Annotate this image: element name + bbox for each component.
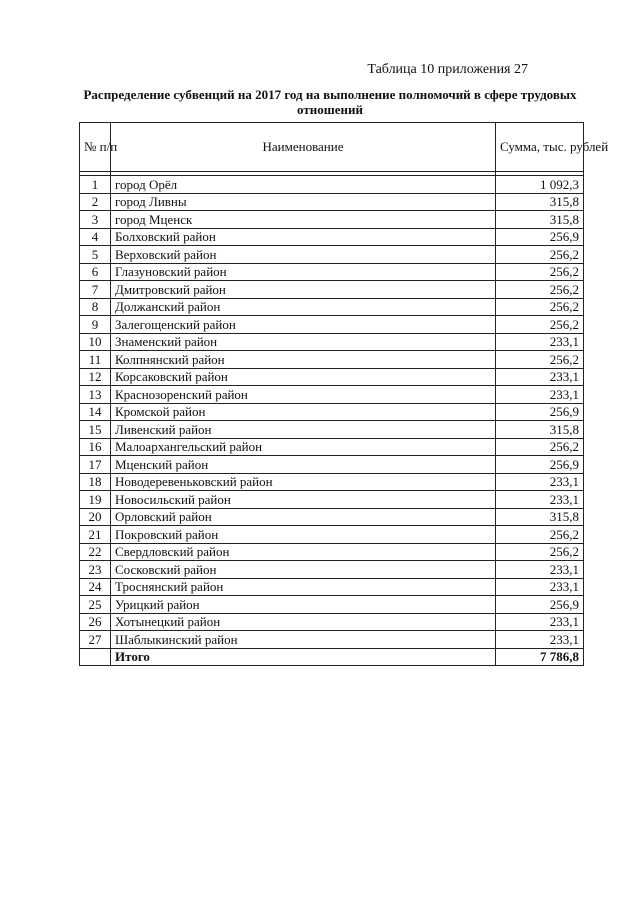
table-row [80,281,584,299]
header-sum: Сумма, тыс. рублей [496,123,584,172]
row-number: 23 [80,561,111,579]
row-sum: 256,2 [496,351,584,369]
row-name: Мценский район [111,456,496,474]
row-sum: 256,2 [496,298,584,316]
row-name: Дмитровский район [111,281,496,299]
row-sum: 233,1 [496,561,584,579]
row-name: город Мценск [111,211,496,229]
row-number: 18 [80,473,111,491]
total-label: Итого [111,648,496,666]
row-name: Новодеревеньковский район [111,473,496,491]
row-number: 12 [80,368,111,386]
row-name: Колпнянский район [111,351,496,369]
row-number: 24 [80,578,111,596]
table-row [80,368,584,386]
row-sum: 315,8 [496,211,584,229]
row-name: Залегощенский район [111,316,496,334]
row-number: 26 [80,613,111,631]
row-number: 14 [80,403,111,421]
row-number: 25 [80,596,111,614]
row-name: Хотынецкий район [111,613,496,631]
table-row [80,176,584,194]
row-name: Болховский район [111,228,496,246]
row-sum: 256,2 [496,263,584,281]
table-row [80,298,584,316]
row-sum: 256,2 [496,543,584,561]
row-number: 8 [80,298,111,316]
row-sum: 233,1 [496,386,584,404]
row-number: 1 [80,176,111,194]
row-sum: 233,1 [496,631,584,649]
row-sum: 233,1 [496,613,584,631]
subsidy-distribution-table [79,122,609,666]
row-number: 11 [80,351,111,369]
row-name: Знаменский район [111,333,496,351]
row-number: 15 [80,421,111,439]
row-number: 21 [80,526,111,544]
table-reference: Таблица 10 приложения 27 [367,62,528,77]
row-number: 10 [80,333,111,351]
table-row [80,351,584,369]
row-sum: 1 092,3 [496,176,584,194]
row-number: 22 [80,543,111,561]
row-name: Должанский район [111,298,496,316]
row-name: Урицкий район [111,596,496,614]
row-sum: 315,8 [496,421,584,439]
row-number: 27 [80,631,111,649]
row-name: Покровский район [111,526,496,544]
row-name: Троснянский район [111,578,496,596]
table-row [80,438,584,456]
row-sum: 233,1 [496,473,584,491]
row-number: 16 [80,438,111,456]
row-sum: 315,8 [496,193,584,211]
row-name: город Ливны [111,193,496,211]
table-row [80,473,584,491]
row-sum: 256,2 [496,246,584,264]
row-name: Глазуновский район [111,263,496,281]
row-sum: 256,9 [496,228,584,246]
header-row [80,123,584,172]
row-number: 4 [80,228,111,246]
table-row [80,526,584,544]
header-number: № п/п [80,123,111,172]
row-name: Ливенский район [111,421,496,439]
row-name: Малоархангельский район [111,438,496,456]
row-number: 5 [80,246,111,264]
table-body [80,172,584,649]
row-name: Орловский район [111,508,496,526]
table-row [80,631,584,649]
table-row [80,246,584,264]
table-header [80,123,609,172]
row-number: 6 [80,263,111,281]
row-name: Свердловский район [111,543,496,561]
row-sum: 233,1 [496,333,584,351]
row-name: город Орёл [111,176,496,194]
document-title: Распределение субвенций на 2017 год на выполнение полномочий в сфере трудовых отношений [83,87,577,117]
row-name: Новосильский район [111,491,496,509]
row-name: Сосковский район [111,561,496,579]
table-row [80,596,584,614]
table-row [80,228,584,246]
row-number: 17 [80,456,111,474]
table-row [80,613,584,631]
row-sum: 256,2 [496,526,584,544]
table-footer [80,648,584,666]
row-number: 13 [80,386,111,404]
table-row [80,491,584,509]
row-sum: 256,2 [496,438,584,456]
row-number: 2 [80,193,111,211]
table-row [80,386,584,404]
row-sum: 233,1 [496,368,584,386]
row-sum: 233,1 [496,491,584,509]
table-row [80,421,584,439]
row-number: 7 [80,281,111,299]
row-number: 19 [80,491,111,509]
total-row [80,648,584,666]
table-row [80,403,584,421]
row-name: Краснозоренский район [111,386,496,404]
row-sum: 256,9 [496,403,584,421]
row-name: Шаблыкинский район [111,631,496,649]
table-row [80,193,584,211]
row-name: Корсаковский район [111,368,496,386]
total-number-cell [80,648,111,666]
table-row [80,543,584,561]
row-sum: 256,2 [496,281,584,299]
row-name: Кромской район [111,403,496,421]
row-number: 20 [80,508,111,526]
row-sum: 256,2 [496,316,584,334]
table-row [80,263,584,281]
row-sum: 233,1 [496,578,584,596]
total-sum: 7 786,8 [496,648,584,666]
table-row [80,578,584,596]
table-row [80,333,584,351]
table-row [80,508,584,526]
table-row [80,561,584,579]
header-name: Наименование [111,123,496,172]
table-row [80,211,584,229]
table-row [80,456,584,474]
row-number: 9 [80,316,111,334]
row-sum: 315,8 [496,508,584,526]
row-name: Верховский район [111,246,496,264]
table-row [80,316,584,334]
row-sum: 256,9 [496,596,584,614]
row-number: 3 [80,211,111,229]
row-sum: 256,9 [496,456,584,474]
